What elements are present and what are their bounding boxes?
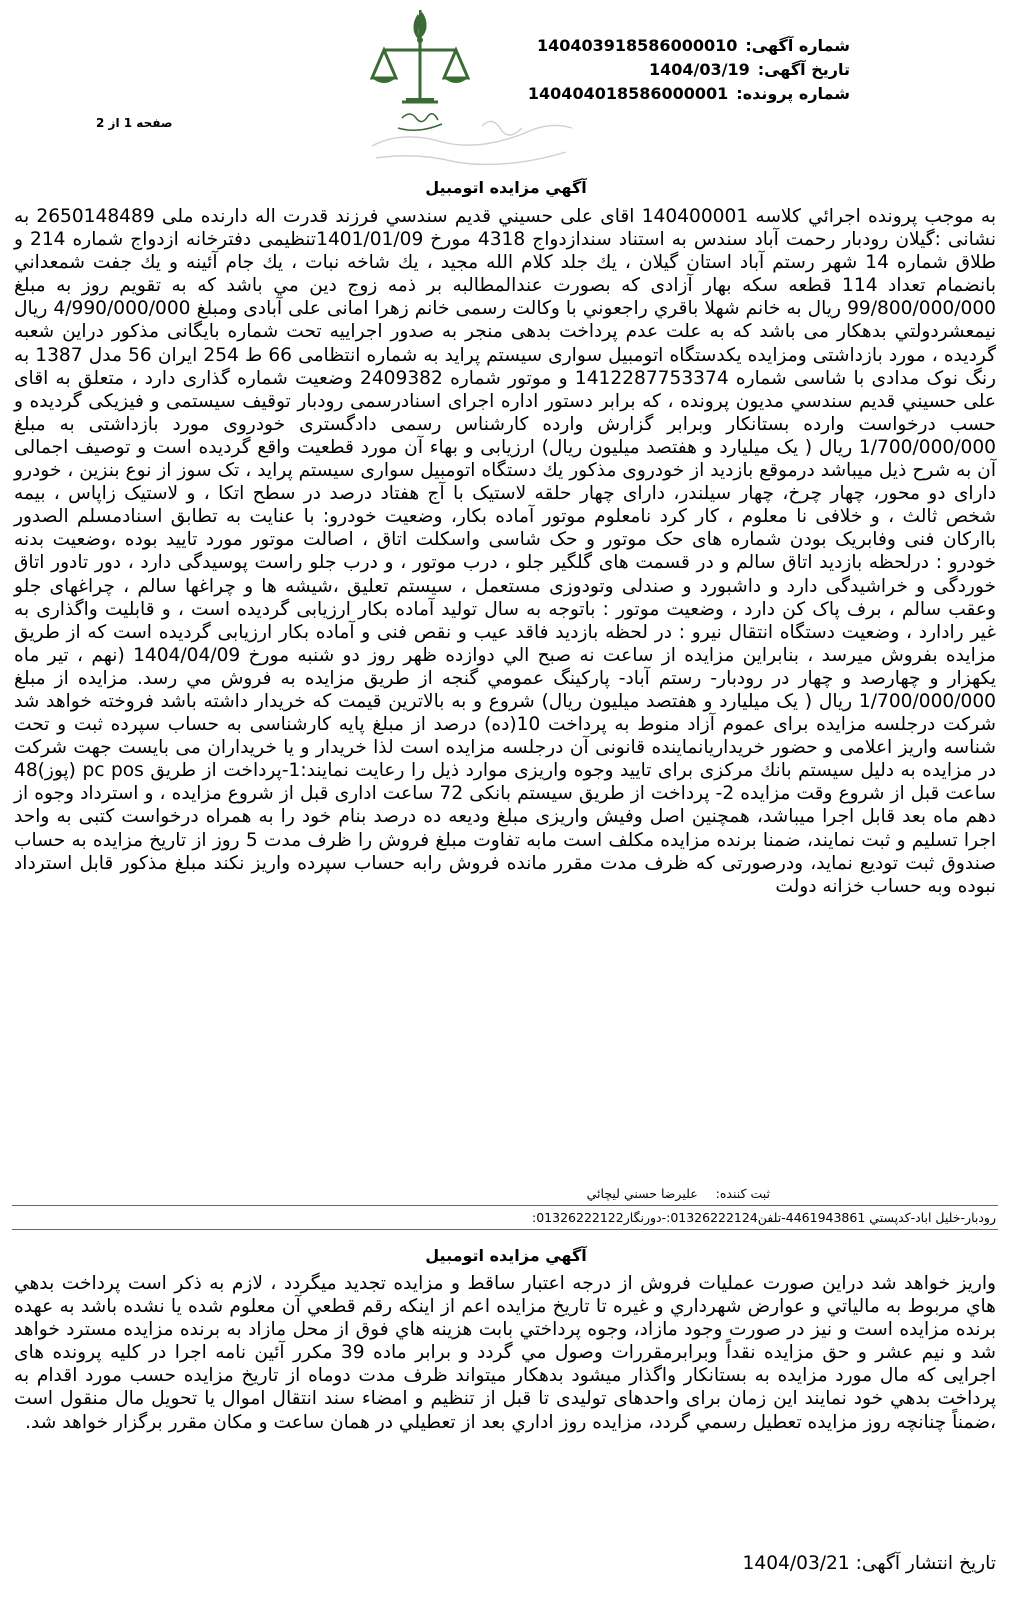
notice-number: 140403918586000010 — [536, 36, 738, 55]
registrar-name: عليرضا حسني ليچائي — [586, 1186, 698, 1201]
registrar — [587, 1186, 770, 1201]
section1-title: آگهي مزايده اتومبيل — [425, 178, 587, 197]
section2-title: آگهي مزايده اتومبيل — [425, 1246, 587, 1265]
section2-body: واريز خواهد شد دراين صورت عمليات فروش از درجه اعتبار ساقط و مزايده تجديد ميگردد ، لازم به ذكر است پرداخت بدهي هاي مربوط به مالياتي و عوارض شهرداري و غيره تا تاريخ مزايده اعم از اينكه رقم قطعي آن معلوم شده يا نشده باشد به عهده برنده مزايده است و نيز در صورت وجود مازاد، وجوه پرداختي بابت هزينه هاي فوق از محل مازاد به برنده مزايده مسترد خواهد شد و نيم عشر و حق مزايده نقداً وبرابرمقررات وصول مي گردد و برابر ماده 39 مكرر آئين نامه اجرا در كليه پرونده هاى اجرايى كه مال مورد مزايده به بستانكار واگذار ميشود بدهكار ميتواند ظرف مدت دوماه از تاريخ مزايده حسب مورد اقدام به پرداخت بدهي خود نمايند اين زمان براى واحدهاى توليدى تا قبل از تنظيم و امضاء سند انتقال اموال يا تحويل مال منقول است ،ضمناً چنانچه روز مزايده تعطيل رسمي گردد، مزايده روز اداري بعد از تعطيلي در همان ساعت و مكان مقرر برگزار خواهد شد. — [14, 1273, 996, 1433]
case-number-label: شماره پرونده: — [736, 84, 850, 103]
section1-body: به موجب پرونده اجرائي كلاسه 140400001 اقاى على حسيني قديم سندسي فرزند قدرت اله دارنده ملی 2650148489 به نشانی :گیلان رودبار رحمت آباد سندس به استناد سندازدواج 4318 مورخ 1401/01/09تنظيمى دفترخانه ازدواج شماره 214 و طلاق شماره 14 شهر رستم آباد استان گيلان ، يك جلد كلام الله مجيد ، يك شاخه نبات ، يك جام آئينه و يك جفت شمعداني بانضمام تعداد 114 قطعه سكه بهار آزادى كه بصورت عندالمطالبه بر ذمه زوج دين مي باشد كه به تقويم روز به مبلغ 99/800/000/000 ريال به خانم شهلا باقري راجعوني با وكالت رسمى خانم زهرا امانى على آبادى ومبلغ 4/990/000/000 ريال نيمعشردولتي بدهكار مى باشد كه به علت عدم پرداخت بدهى منجر به صدور اجراييه تحت شماره بايگانى مذكور دراين شعبه گرديده ، مورد بازداشتی ومزايده يكدستگاه اتومبيل سوارى سيستم پرايد به شماره انتظامى 66 ط 254 ايران 56 مدل 1387 به رنگ نوک مدادی با شاسی شماره 1412287753374 و موتور شماره 2409382 وضعيت شماره گذارى دارد ، متعلق به اقاى على حسيني قديم سندسي مديون پرونده ، كه برابر دستور اداره اجراى اسنادرسمى رودبار توقيف سيستمى و فيزيكى گرديده و حسب درخواست وارده بستانكار وبرابر گزارش وارده كارشناس رسمى دادگسترى خودروى مورد بازداشتى به مبلغ 1/700/000/000 ريال ( يک ميليارد و هفتصد ميليون ريال) ارزيابى و بهاء آن مورد قطعيت واقع گرديده است و توصيف اجمالى آن به شرح ذيل ميباشد درموقع بازديد از خودروى مذكور يك دستگاه اتومبيل سوارى سيستم پرايد ، تک سوز از نوع بنزين ، خودرو دارای دو محور، چهار چرخ، چهار سيلندر، دارای چهار حلقه لاستيک با آج هفتاد درصد در سطح اتکا ، و لاستيک زاپاس ، بيمه شخص ثالث ، و خلافی نا معلوم ، کار کرد نامعلوم موتور آماده بكار، وضعيت خودرو: با عنايت به تطابق اسنادمسلم الصدور باارکان فنی وفابريک بودن شماره های حک موتور و حک شاسی واسکلت اتاق ، اصالت موتور مورد تاييد بوده ،وضعيت بدنه خودرو : درلحظه بازديد اتاق سالم و در قسمت های گلگير جلو ، درب موتور ، و درب جلو راست پوسيدگی دارد ، دور تادور اتاق خوردگی و خراشيدگی دارد و داشبورد و صندلی وتودوزی مستعمل ، سيستم تعليق ،شيشه ها و چراغها سالم ، چراغهای جلو وعقب سالم ، برف پاک کن دارد ، وضعيت موتور : باتوجه به سال توليد آماده بکار ارزيابی گرديده است ، و قابليت واگذاری به غير رادارد ، وضعيت دستگاه انتقال نيرو : در لحظه بازديد فاقد عيب و نقص فنی و آماده بكار ارزيابی گرديده است كه از طريق مزايده بفروش ميرسد ، بنابراين مزايده از ساعت نه صبح الي دوازده ظهر روز دو شنبه مورخ 1404/04/09 (نهم ، تير ماه يكهزار و چهارصد و چهار در رودبار- رستم آباد- پاركينگ عمومي گنجه از طريق مزايده به فروش مي رسد. مزايده از مبلغ 1/700/000/000 ريال ( يک ميليارد و هفتصد ميليون ريال) شروع و به بالاترين قيمت كه خريدار داشته باشد فروخته خواهد شد شركت درجلسه مزايده براى عموم آزاد منوط به پرداخت 10(ده) درصد از مبلغ پايه كارشناسى به حساب سپرده ثبت و تحت شناسه واريز اعلامى و حضور خريداريانماينده قانونى آن درجلسه مزايده است لذا خريدار و يا خريداران مى بايست جهت شركت در مزايده به دليل سيستم بانك مركزى براى تاييد وجوه واريزى موارد ذيل را رعايت نمايند:1-پرداخت از طريق pc pos (پوز)48 ساعت قبل از شروع وقت مزايده 2- پرداخت از طريق سيستم بانكى 72 ساعت ادارى قبل از شروع مزايده ، و استرداد وجوه از دهم ماه بعد قابل اجرا ميباشد، همچنين اصل وفيش واريزى مبلغ وديعه ده درصد بنام خود را به همراه درخواست كتبى به واحد اجرا تسليم و ثبت نمايند، ضمنا برنده مزايده مكلف است مابه تفاوت مبلغ فروش را ظرف مدت 5 روز از تاريخ مزايده به حساب صندوق ثبت توديع نمايد، ودرصورتى كه ظرف مدت مقرر مانده فروش رابه حساب سپرده واريز نكند مبلغ مذكور قابل استرداد نبوده وبه حساب خزانه دولت — [14, 206, 997, 897]
separator-top — [12, 1205, 998, 1206]
publish-date: 1404/03/21 — [742, 1553, 850, 1574]
case-number: 140404018586000001 — [527, 84, 729, 103]
notice-date: 1404/03/19 — [648, 60, 750, 79]
notice-number-label: شماره آگهی: — [745, 36, 850, 55]
page-indicator: صفحه 1 از 2 — [96, 116, 173, 130]
notice-date-label: تاریخ آگهی: — [757, 60, 850, 79]
scales-of-justice-icon — [362, 6, 592, 182]
publish-date-label: تاريخ انتشار آگهی: — [855, 1553, 996, 1574]
address-line: رودبار-خليل اباد-كدپستي 4461943861-تلفن01326222124:-دورنگار01326222122: — [532, 1210, 996, 1225]
judiciary-emblem — [362, 6, 592, 182]
separator-bottom — [12, 1229, 998, 1230]
registrar-label: ثبت كننده: — [715, 1186, 770, 1201]
publish-date-line — [743, 1553, 996, 1574]
